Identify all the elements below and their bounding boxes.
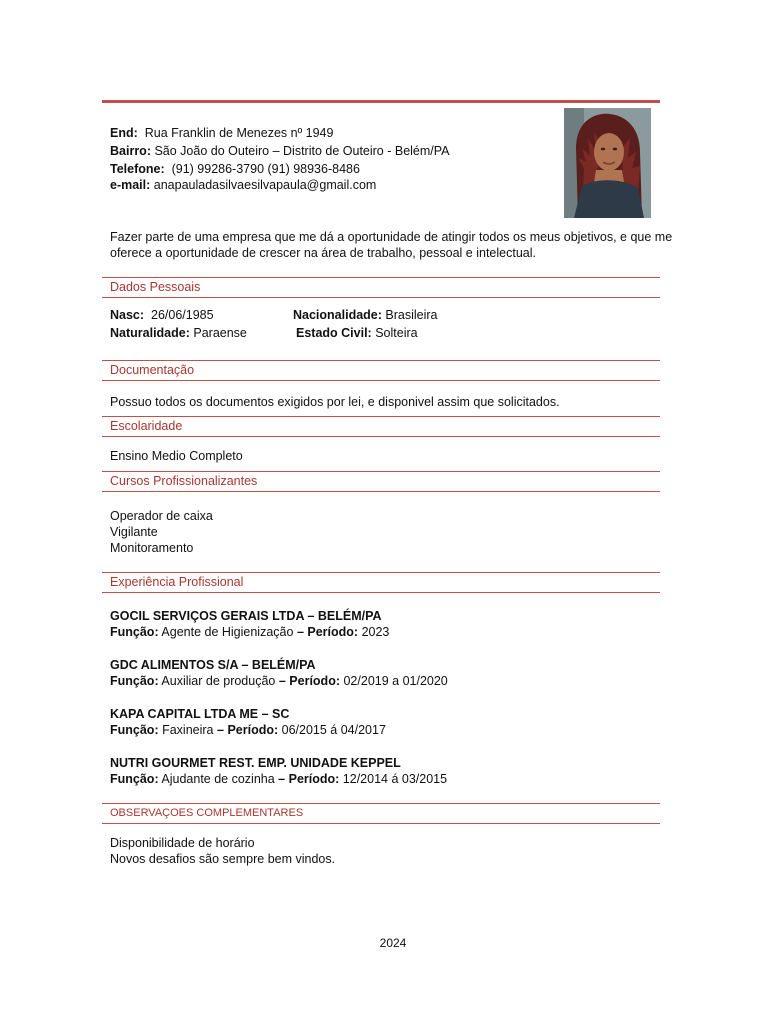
phone-line: Telefone: (91) 99286-3790 (91) 98936-8486	[110, 162, 360, 176]
section-education-header	[102, 416, 660, 437]
section-title: Cursos Profissionalizantes	[110, 474, 258, 488]
origin-field: Naturalidade: Paraense	[110, 326, 247, 340]
job-entry	[110, 608, 389, 640]
district-line: Bairro: São João do Outeiro – Distrito de Outeiro - Belém/PA	[110, 144, 450, 158]
job-entry	[110, 657, 448, 689]
section-title: OBSERVAÇOES COMPLEMENTARES	[110, 807, 304, 819]
list-item: Monitoramento	[110, 541, 194, 555]
section-documents-header	[102, 360, 660, 381]
profile-photo	[564, 108, 651, 218]
job-company: KAPA CAPITAL LTDA ME – SC	[110, 707, 290, 721]
footer-year: 2024	[379, 936, 407, 950]
objective-text: Fazer parte de uma empresa que me dá a oportunidade de atingir todos os meus objetivos, e que me oferece a oportunidade de crescer na área de trabalho, pessoal e intelectual.	[110, 230, 673, 260]
birth-field: Nasc: 26/06/1985	[110, 308, 214, 322]
job-details: Função: Agente de Higienização – Período: 2023	[110, 625, 390, 639]
job-details: Função: Faxineira – Período: 06/2015 á 04/2017	[110, 723, 386, 737]
job-company: NUTRI GOURMET REST. EMP. UNIDADE KEPPEL	[110, 756, 401, 770]
section-notes-header	[102, 803, 660, 824]
job-entry	[110, 755, 447, 787]
top-divider	[102, 100, 660, 103]
contact-block	[110, 124, 450, 192]
notes-list	[110, 835, 335, 867]
nationality-field: Nacionalidade: Brasileira	[293, 308, 438, 322]
job-details: Função: Ajudante de cozinha – Período: 12/2014 á 03/2015	[110, 772, 448, 786]
list-item: Operador de caixa	[110, 509, 213, 523]
section-title: Documentação	[110, 363, 195, 377]
section-title: Dados Pessoais	[110, 280, 201, 294]
section-title: Escolaridade	[110, 419, 183, 433]
civil-status-field: Estado Civil: Solteira	[296, 326, 418, 340]
list-item: Novos desafios são sempre bem vindos.	[110, 852, 336, 866]
documents-text: Possuo todos os documentos exigidos por lei, e disponivel assim que solicitados.	[110, 395, 560, 409]
job-company: GDC ALIMENTOS S/A – BELÉM/PA	[110, 658, 316, 672]
job-entry	[110, 706, 386, 738]
courses-list	[110, 508, 213, 556]
education-text: Ensino Medio Completo	[110, 449, 243, 463]
list-item: Disponibilidade de horário	[110, 836, 255, 850]
section-courses-header	[102, 471, 660, 492]
section-experience-header	[102, 572, 660, 593]
section-personal-header	[102, 277, 660, 298]
job-details: Função: Auxiliar de produção – Período: 02/2019 a 01/2020	[110, 674, 448, 688]
address-line: End: Rua Franklin de Menezes nº 1949	[110, 126, 334, 140]
section-title: Experiência Profissional	[110, 575, 244, 589]
email-line: e-mail: anapauladasilvaesilvapaula@gmail.com	[110, 178, 377, 192]
list-item: Vigilante	[110, 525, 158, 539]
job-company: GOCIL SERVIÇOS GERAIS LTDA – BELÉM/PA	[110, 609, 382, 623]
